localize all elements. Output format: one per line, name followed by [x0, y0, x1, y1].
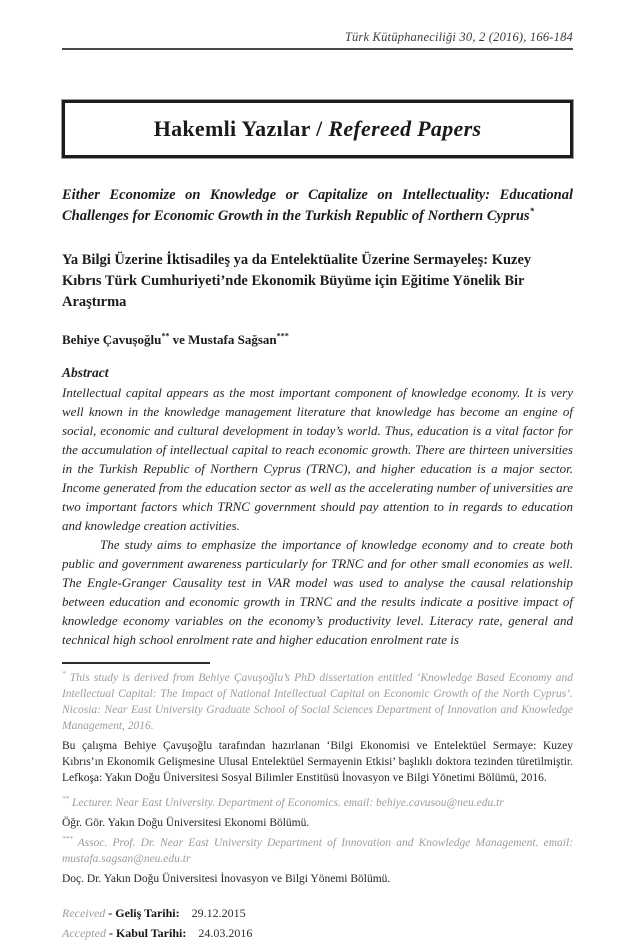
banner-title-separator: / [310, 116, 329, 141]
header-rule [62, 48, 573, 50]
footnote-2-text: Bu çalışma Behiye Çavuşoğlu tarafından hazırlanan ‘Bilgi Ekonomisi ve Entelektüel Sermaye: Kuzey Kıbrıs’ın Ekonomik Gelişmesine Ulusal Entelektüel Sermayenin Etkisi’ başlıklı doktora tezinden türetilmiştir. Lefkoşa: Yakın Doğu Üniversitesi Sosyal Bilimler Enstitüsü İnovasyon ve Bilgi Yönetimi Bölümü, 2016. [62, 740, 573, 784]
article-title-turkish: Ya Bilgi Üzerine İktisadileş ya da Entelektüalite Üzerine Sermayeleş: Kuzey Kıbrıs Türk Cumhuriyeti’nde Ekonomik Büyüme için Eğitime Yönelik Bir Araştırma [62, 252, 532, 310]
article-title-footnote-mark: * [529, 206, 535, 217]
accepted-date-line [62, 923, 573, 943]
received-date-line [62, 903, 573, 923]
footnote-3-mark: ** [62, 795, 70, 804]
footnote-6-text: Doç. Dr. Yakın Doğu Üniversitesi İnovasyon ve Bilgi Yönemi Bölümü. [62, 873, 391, 885]
footnote-2-thesis-tr [62, 738, 573, 786]
author-2-footnote-mark: *** [276, 331, 289, 341]
footnote-3-text: Lecturer. Near East University. Department of Economics. email: behiye.cavusou@neu.edu.tr [69, 797, 504, 809]
author-1-footnote-mark: ** [161, 331, 170, 341]
footnote-1-text: This study is derived from Behiye Çavuşoğlu’s PhD dissertation entitled ‘Knowledge Based Economy and Intellectual Capital: The Impact of National Intellectual Capital on Economic Growth of the North Cyprus’. Nicosia: Near East University Graduate School of Social Sciences Department of Innovation and Knowledge Management, 2016. [62, 672, 573, 732]
footnote-5-mark: *** [62, 835, 73, 844]
abstract-paragraph-2: The study aims to emphasize the importance of knowledge economy and to create both public and government awareness particularly for TRNC and for other small economies as well. The Engle-Granger Causality test in VAR model was used to analyse the causal relationship between education and economic growth in TRNC and the results indicate a positive impact of knowledge economy variables on the economy’s productivity level. Literacy rate, general and technical high school enrolment rate and higher education enrolment rate is [62, 537, 573, 647]
footnote-5-author2-affiliation-en [62, 835, 573, 867]
banner-title-turkish: Hakemli Yazılar [153, 116, 311, 141]
received-date-value: 29.12.2015 [191, 906, 246, 920]
banner-title-english: Refereed Papers [328, 116, 482, 141]
footnote-4-author1-affiliation-tr [62, 815, 573, 831]
author-2-name: Mustafa Sağsan [188, 332, 277, 347]
section-banner-title [154, 116, 482, 142]
footnote-6-author2-affiliation-tr [62, 871, 573, 887]
section-banner-box [62, 100, 573, 158]
author-1-name: Behiye Çavuşoğlu [62, 332, 162, 347]
received-label-tr: - Geliş Tarihi: [108, 906, 180, 920]
accepted-label-en: Accepted [62, 926, 106, 940]
footnote-1-thesis-en [62, 670, 573, 734]
footnote-separator-rule [62, 662, 210, 664]
accepted-label-tr: - Kabul Tarihi: [108, 926, 187, 940]
article-title-english-text: Either Economize on Knowledge or Capitalize on Intellectuality: Educational Challenges for Economic Growth in the Turkish Republic of Northern Cyprus [62, 187, 573, 224]
authors-line [62, 332, 573, 348]
journal-header: Türk Kütüphaneciliği 30, 2 (2016), 166-184 [344, 30, 573, 44]
footnote-3-author1-affiliation-en [62, 795, 573, 811]
footnote-1-mark: * [62, 670, 66, 679]
authors-connector: ve [169, 332, 189, 347]
abstract-heading: Abstract [62, 365, 109, 380]
received-label-en: Received [62, 906, 106, 920]
article-title-english [62, 185, 573, 227]
article-dates [62, 903, 573, 943]
accepted-date-value: 24.03.2016 [198, 926, 253, 940]
footnote-4-text: Öğr. Gör. Yakın Doğu Üniversitesi Ekonomi Bölümü. [62, 817, 310, 829]
abstract-paragraph-1: Intellectual capital appears as the most important component of knowledge economy. It is very well known in the knowledge management literature that knowledge has become an engine of social, economic and cultural development in today’s world. Thus, education is a vital factor for the accumulation of intellectual capital to reach economic growth. There are thirteen universities in the Turkish Republic of Northern Cyprus (TRNC), and higher education is a major sector. Income generated from the education sector as well as the accelerating number of universities are two important factors which TRNC government should pay attention to in regards to education and knowledge creation activities. [62, 385, 573, 533]
footnote-5-text: Assoc. Prof. Dr. Near East University Department of Innovation and Knowledge Management. email: mustafa.sagsan@neu.edu.tr [62, 837, 573, 865]
